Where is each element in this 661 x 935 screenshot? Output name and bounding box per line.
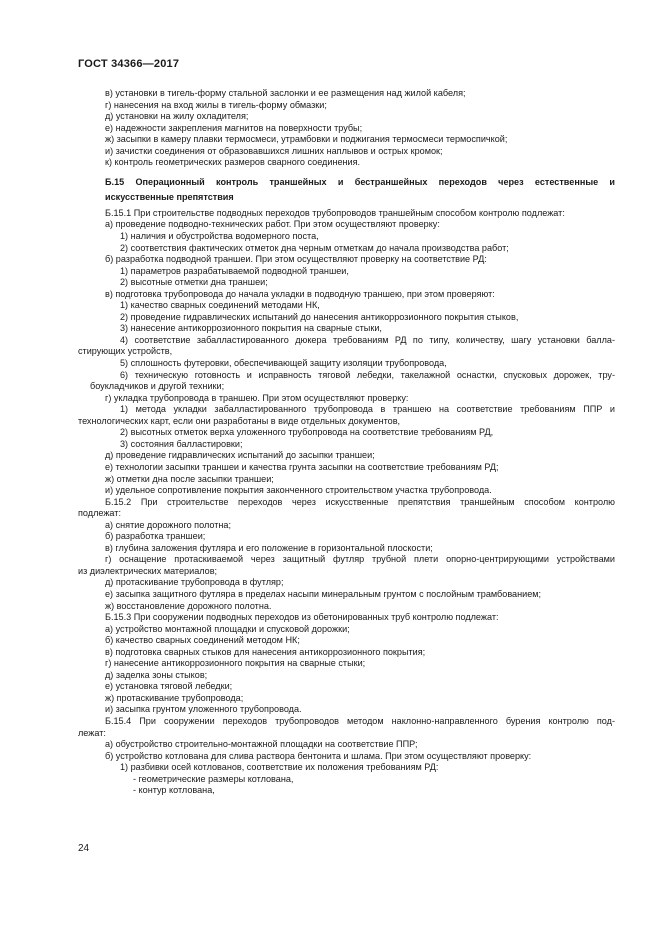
text-line: 4) соответствие забалластированного дюкера требованиям РД по типу, количеству, шагу установки балла- [120, 334, 615, 345]
text-line: е) засыпка защитного футляра в пределах насыпи минеральным грунтом с послойным трамбованием; [105, 588, 542, 599]
text-line: е) установка тяговой лебедки; [105, 681, 233, 692]
section-heading-line: Б.15 Операционный контроль траншейных и бестраншейных переходов через естественные и [105, 176, 615, 187]
text-line: 1) качество сварных соединений методами НК, [120, 300, 320, 311]
text-line: к) контроль геометрических размеров сварного соединения. [105, 157, 361, 168]
text-line: боукладчиков и другой техники; [90, 381, 225, 392]
text-line: а) обустройство строительно-монтажной площадки на соответствие ППР; [105, 739, 418, 750]
text-line: 2) высотные отметки дна траншеи; [120, 277, 268, 288]
text-line: 5) сплошность футеровки, обеспечивающей защиту изоляции трубопровода, [120, 358, 447, 369]
document-header: ГОСТ 34366—2017 [78, 58, 180, 70]
text-line: ж) засыпки в камеру плавки термосмеси, утрамбовки и поджигания термосмеси термоспичкой; [105, 134, 508, 145]
spacer [78, 169, 615, 173]
text-line: д) протаскивание трубопровода в футляр; [105, 577, 284, 588]
text-line: б) устройство котлована для слива раствора бентонита и шлама. При этом осуществляют проверку: [105, 750, 532, 761]
text-line: б) разработка траншеи; [105, 531, 206, 542]
text-line: г) нанесения на вход жилы в тигель-форму обмазки; [105, 99, 327, 110]
text-line: 1) разбивки осей котлованов, соответствие их положения требованиям РД: [120, 762, 439, 773]
text-line: е) надежности закрепления магнитов на поверхности трубы; [105, 122, 363, 133]
text-line: 2) соответствия фактических отметок дна черным отметкам до начала производства работ; [120, 242, 509, 253]
text-line: г) оснащение протаскиваемой через защитный футляр трубной плети опорно-центрирующими устройствами [105, 554, 615, 565]
text-line: и) засыпка грунтом уложенного трубопровода. [105, 704, 302, 715]
text-line: ж) отметки дна после засыпки траншеи; [105, 473, 274, 484]
text-line: ж) протаскивание трубопровода; [105, 692, 244, 703]
text-line: технологических карт, если они разработаны в виде отдельных документов, [78, 415, 401, 426]
text-line: в) подготовка сварных стыков для нанесения антикоррозионного покрытия; [105, 646, 426, 657]
text-line: Б.15.4 При сооружении переходов трубопроводов методом наклонно-направленного бурения контролю под- [105, 715, 615, 726]
text-line: 1) параметров разрабатываемой подводной траншеи, [120, 265, 349, 276]
text-line: д) установки на жилу охладителя; [105, 111, 249, 122]
text-line: в) установки в тигель-форму стальной заслонки и ее размещения над жилой кабеля; [105, 88, 466, 98]
text-line: в) глубина заложения футляра и его положение в горизонтальной плоскости; [105, 542, 433, 553]
text-line: 3) состояния балластировки; [120, 438, 243, 449]
text-line: и) удельное сопротивление покрытия законченного строительством участка трубопровода. [105, 485, 492, 496]
text-line: - геометрические размеры котлована, [133, 773, 294, 784]
text-line: 1) наличия и обустройства водомерного поста, [120, 231, 319, 242]
text-line: б) качество сварных соединений методом НК; [105, 635, 300, 646]
text-line: Б.15.2 При строительстве переходов через искусственные препятствия траншейным способом контролю [105, 496, 615, 507]
text-line: а) проведение подводно-технических работ. При этом осуществляют проверку: [105, 219, 440, 230]
text-line: 6) техническую готовность и исправность тяговой лебедки, такелажной оснастки, спусковых дорожек, тру- [120, 369, 615, 380]
text-line: стирующих устройств, [78, 346, 173, 357]
text-line: Б.15.3 При сооружении подводных переходов из обетонированных труб контролю подлежат: [105, 612, 499, 623]
text-line: из диэлектрических материалов; [78, 565, 218, 576]
text-line: д) заделка зоны стыков; [105, 669, 208, 680]
text-line: ж) восстановление дорожного полотна. [105, 600, 272, 611]
text-line: и) зачистки соединения от образовавшихся лишних наплывов и острых кромок; [105, 145, 443, 156]
text-line: 2) проведение гидравлических испытаний до нанесения антикоррозионного покрытия стыков, [120, 311, 519, 322]
section-heading-line: искусственные препятствия [105, 192, 234, 203]
text-line: д) проведение гидравлических испытаний до засыпки траншеи; [105, 450, 375, 461]
text-line: лежат: [78, 727, 106, 738]
page-number: 24 [78, 843, 90, 854]
text-line: е) технологии засыпки траншеи и качества грунта засыпки на соответствие требованиям РД; [105, 461, 499, 472]
text-line: 3) нанесение антикоррозионного покрытия на сварные стыки, [120, 323, 382, 334]
text-line: подлежат: [78, 508, 121, 519]
text-line: г) нанесение антикоррозионного покрытия на сварные стыки; [105, 658, 366, 669]
document-body [78, 88, 615, 797]
text-line: 2) высотных отметок верха уложенного трубопровода на соответствие требованиям РД, [120, 427, 494, 438]
text-line: г) укладка трубопровода в траншею. При этом осуществляют проверку: [105, 392, 409, 403]
text-line: - контур котлована, [133, 785, 215, 796]
text-line: в) подготовка трубопровода до начала укладки в подводную траншею, при этом проверяют: [105, 288, 495, 299]
text-line: 1) метода укладки забалластированного трубопровода в траншею на соответствие требованиям ППР и [120, 404, 615, 415]
text-line: а) устройство монтажной площадки и спусковой дорожки; [105, 623, 350, 634]
text-line: а) снятие дорожного полотна; [105, 519, 231, 530]
text-line: б) разработка подводной траншеи. При этом осуществляют проверку на соответствие РД: [105, 254, 487, 265]
text-line: Б.15.1 При строительстве подводных переходов трубопроводов траншейным способом контролю подлежат: [105, 207, 565, 218]
